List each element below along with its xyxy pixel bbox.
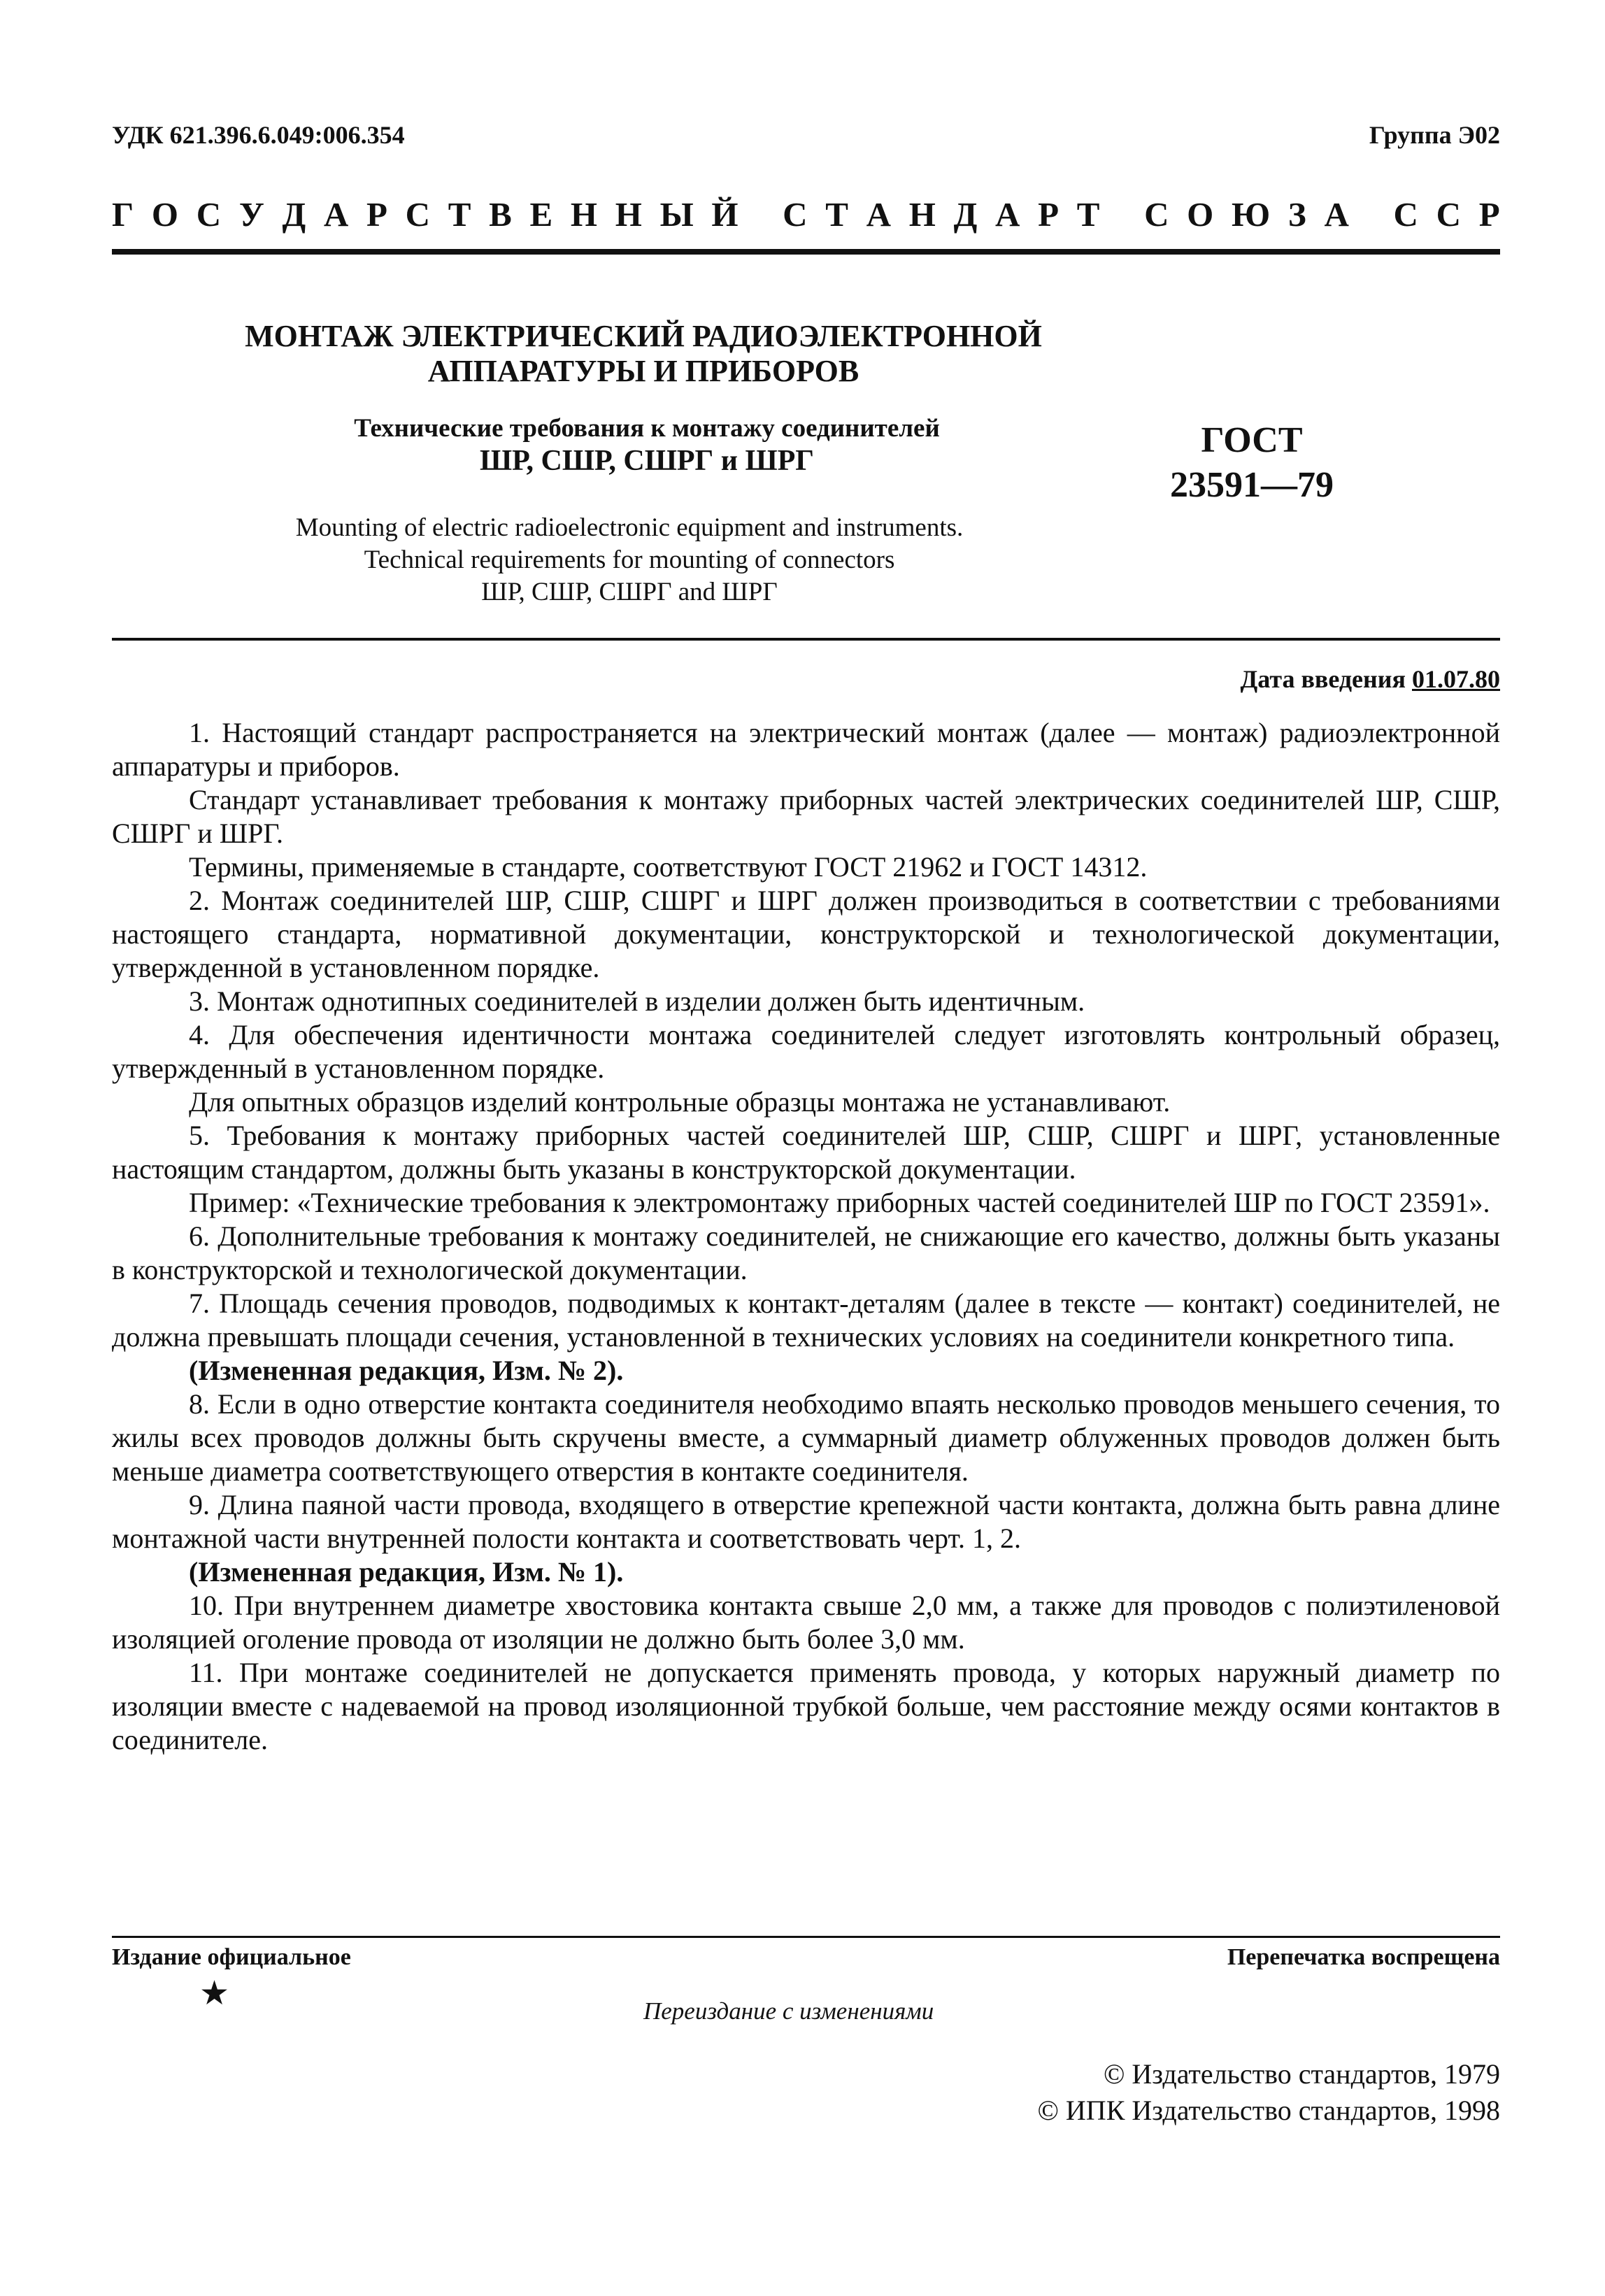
effective-date-label: Дата введения (1240, 665, 1406, 693)
reprint-prohibited: Перепечатка воспрещена (1227, 1944, 1500, 1970)
body-paragraph: (Измененная редакция, Изм. № 2). (189, 1355, 624, 1386)
heading-letter: Т (1076, 195, 1100, 234)
heading-letter: Н (908, 195, 936, 234)
effective-date-value: 01.07.80 (1412, 665, 1500, 693)
heading-letter: Т (448, 195, 471, 234)
body-paragraph: 11. При монтаже соединителей не допускается применять провода, у которых наружный диаметр по изоляции вместе с надеваемой на провод изоляционной трубкой больше, чем расстояние между осями контактов в соединителе. (112, 1657, 1500, 1755)
heading-letter: С (1436, 195, 1461, 234)
heading-letter: Ю (1232, 195, 1271, 234)
heading-letter: Г (112, 195, 134, 234)
heading-letter: У (238, 195, 264, 234)
heading-letter: Р (1478, 195, 1500, 234)
gost-label: ГОСТ (1201, 420, 1303, 460)
heading-rule (112, 249, 1500, 255)
body-paragraph: 1. Настоящий стандарт распространяется на электрический монтаж (далее — монтаж) радиоэлектронной аппаратуры и приборов. (112, 717, 1500, 782)
heading-letter (1367, 194, 1376, 234)
body-paragraph: 5. Требования к монтажу приборных частей соединителей ШР, СШР, СШРГ и ШРГ, установленные настоящим стандартом, должны быть указаны в конструкторской документации. (112, 1120, 1500, 1185)
heading-letter: В (489, 195, 512, 234)
title-line-2: АППАРАТУРЫ И ПРИБОРОВ (427, 354, 859, 388)
copyright-block (1038, 2056, 1500, 2129)
heading-letter: Ы (659, 195, 694, 234)
body-paragraph: Для опытных образцов изделий контрольные образцы монтажа не устанавливают. (189, 1086, 1171, 1118)
heading-letter: Д (953, 195, 978, 234)
heading-letter: А (866, 195, 892, 234)
heading-letter: Й (711, 195, 739, 234)
heading-letter: А (995, 195, 1020, 234)
subtitle-line-1: Технические требования к монтажу соединителей (354, 414, 940, 443)
heading-letter: Е (529, 195, 553, 234)
document-body (112, 716, 1500, 1757)
heading-letter: Д (282, 195, 306, 234)
heading-letter: О (1187, 195, 1214, 234)
body-paragraph: (Измененная редакция, Изм. № 1). (189, 1556, 624, 1588)
body-paragraph: Стандарт устанавливает требования к монтажу приборных частей электрических соединителей ШР, СШР, СШРГ и ШРГ. (112, 784, 1500, 849)
body-paragraph: 8. Если в одно отверстие контакта соединителя необходимо впаять несколько проводов меньшего сечения, то жилы всех проводов должны быть скручены вместе, а суммарный диаметр облуженных проводов должен быть меньше диаметра соответствующего отверстия в контакте соединителя. (112, 1388, 1500, 1487)
heading-letter: Н (615, 195, 642, 234)
heading-letter: С (196, 195, 222, 234)
heading-letter (1118, 194, 1126, 234)
state-standard-heading (112, 194, 1500, 234)
body-paragraph: 4. Для обеспечения идентичности монтажа соединителей следует изготовлять контрольный образец, утвержденный в установленном порядке. (112, 1019, 1500, 1084)
heading-letter: А (1324, 195, 1349, 234)
heading-letter: С (405, 195, 431, 234)
document-page (112, 0, 1500, 2296)
body-paragraph: Термины, применяемые в стандарте, соответствуют ГОСТ 21962 и ГОСТ 14312. (189, 851, 1148, 883)
title-line-1: МОНТАЖ ЭЛЕКТРИЧЕСКИЙ РАДИОЭЛЕКТРОННОЙ (245, 319, 1042, 353)
heading-letter: О (151, 195, 179, 234)
gost-number: 23591—79 (1170, 465, 1334, 505)
english-title-line-1: Mounting of electric radioelectronic equipment and instruments. (295, 513, 964, 542)
footer-rule (112, 1936, 1500, 1938)
title-rule (112, 638, 1500, 641)
body-paragraph: 6. Дополнительные требования к монтажу соединителей, не снижающие его качество, должны быть указаны в конструкторской и технологической документации. (112, 1220, 1500, 1285)
heading-letter: С (1393, 195, 1418, 234)
body-paragraph: 7. Площадь сечения проводов, подводимых к контакт-деталям (далее в тексте — контакт) соединителей, не должна превышать площади сечения, установленной в технических условиях на соединители конкретного типа. (112, 1288, 1500, 1353)
subtitle-line-2: ШР, СШР, СШРГ и ШРГ (480, 445, 814, 477)
heading-letter: А (323, 195, 349, 234)
reissue-note: Переиздание с изменениями (643, 1997, 934, 2025)
english-title (140, 512, 1119, 608)
copyright-1979: © Издательство стандартов, 1979 (1103, 2058, 1500, 2090)
body-paragraph: 2. Монтаж соединителей ШР, СШР, СШРГ и ШРГ должен производиться в соответствии с требованиями настоящего стандарта, нормативной документации, конструкторской и технологической документации, утвержденной в установленном порядке. (112, 885, 1500, 983)
document-subtitle (182, 413, 1112, 477)
gost-designation (1126, 418, 1378, 508)
heading-letter: Т (825, 195, 848, 234)
heading-letter: Р (366, 195, 387, 234)
copyright-1998: © ИПК Издательство стандартов, 1998 (1037, 2095, 1500, 2126)
heading-letter (756, 194, 764, 234)
body-paragraph: 3. Монтаж однотипных соединителей в изделии должен быть идентичным. (189, 985, 1085, 1017)
english-title-line-2: Technical requirements for mounting of connectors (364, 546, 895, 574)
star-icon: ★ (199, 1975, 230, 2012)
body-paragraph: Пример: «Технические требования к электромонтажу приборных частей соединителей ШР по ГОСТ 23591». (189, 1187, 1490, 1218)
heading-letter: С (783, 195, 808, 234)
heading-letter: Р (1038, 195, 1060, 234)
group-code: Группа Э02 (1369, 121, 1500, 149)
heading-letter: Н (570, 195, 598, 234)
document-title (140, 319, 1147, 389)
body-paragraph: 10. При внутреннем диаметре хвостовика контакта свыше 2,0 мм, а также для проводов с полиэтиленовой изоляцией оголение провода от изоляции не должно быть более 3,0 мм. (112, 1590, 1500, 1655)
body-paragraph: 9. Длина паяной части провода, входящего в отверстие крепежной части контакта, должна быть равна длине монтажной части внутренней полости контакта и соответствовать черт. 1, 2. (112, 1489, 1500, 1554)
official-edition: Издание официальное (112, 1944, 351, 1970)
english-title-line-3: ШР, СШР, СШРГ and ШРГ (481, 578, 778, 606)
effective-date (1241, 664, 1501, 694)
heading-letter: З (1287, 195, 1306, 234)
udk-code: УДК 621.396.6.049:006.354 (112, 121, 405, 149)
heading-letter: С (1144, 195, 1169, 234)
